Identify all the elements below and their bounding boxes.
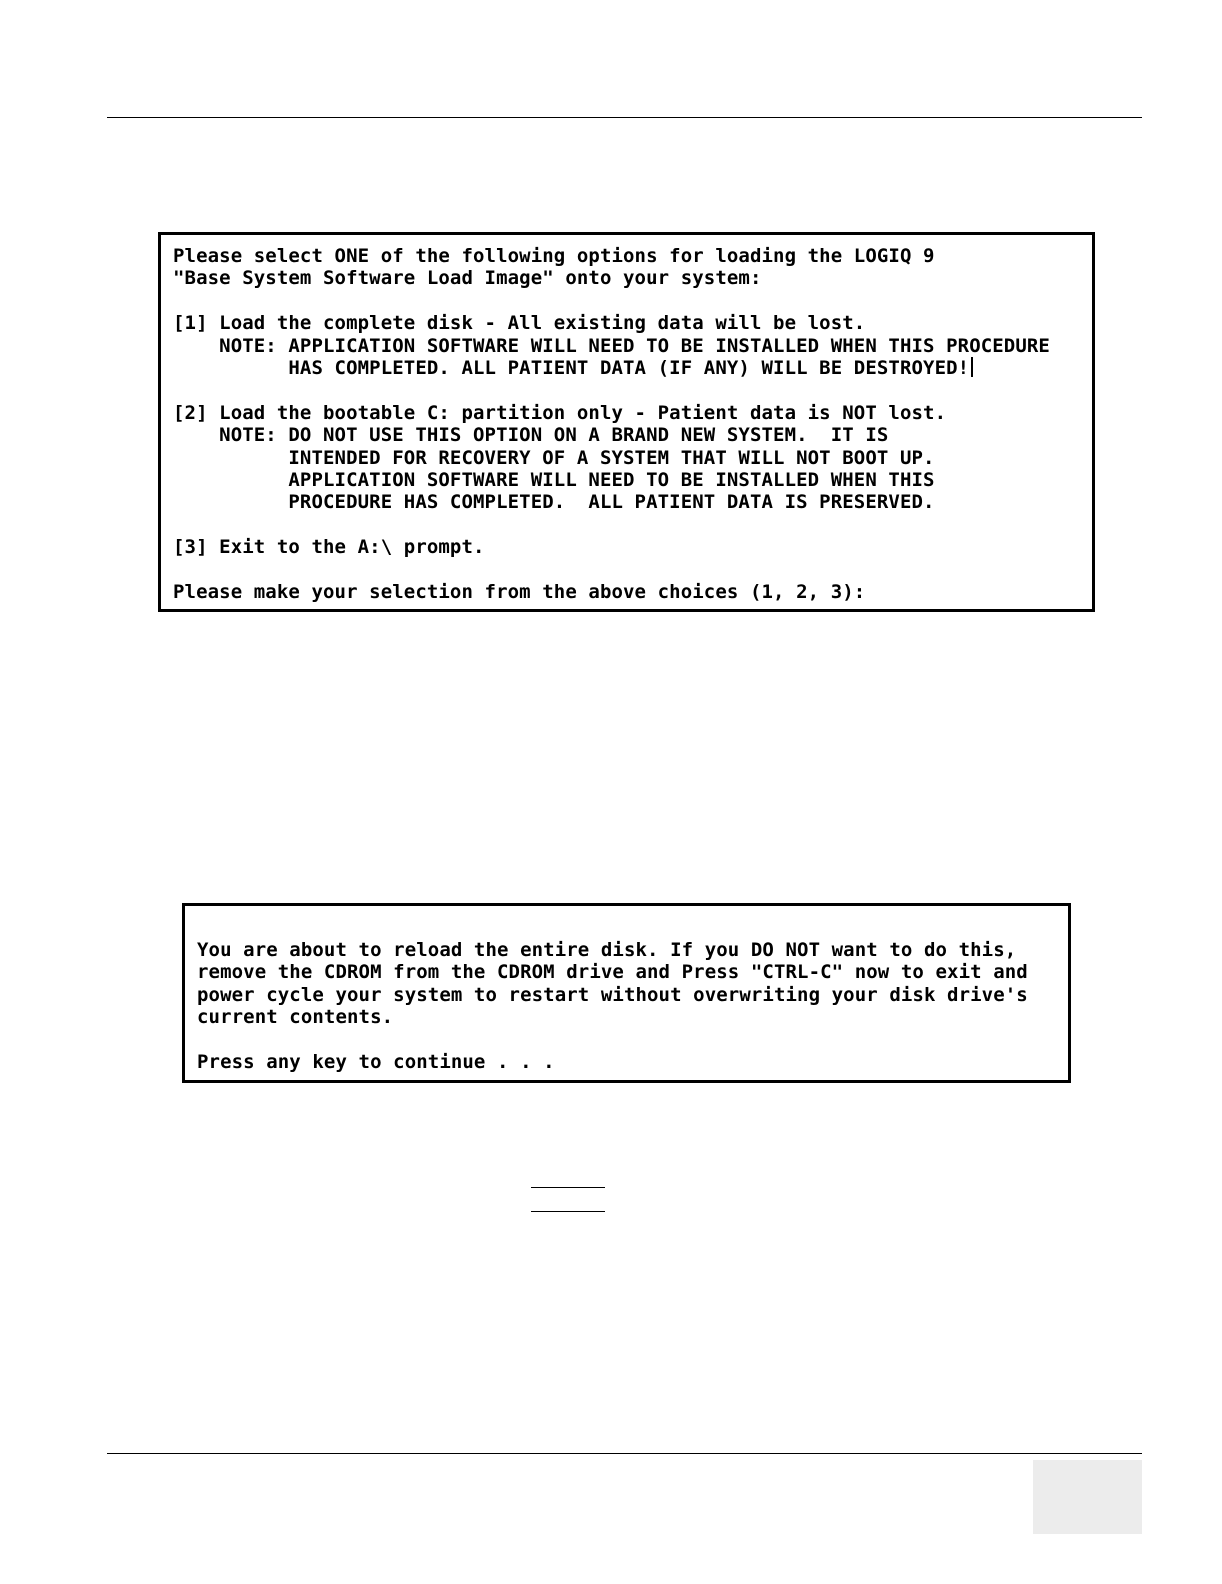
header-rule — [107, 117, 1142, 118]
console-line: NOTE: DO NOT USE THIS OPTION ON A BRAND NEW SYSTEM. IT IS — [173, 424, 889, 447]
console-line — [173, 290, 1092, 312]
console-line: NOTE: APPLICATION SOFTWARE WILL NEED TO BE INSTALLED WHEN THIS PROCEDURE — [173, 334, 1050, 357]
console-line-text: HAS COMPLETED. ALL PATIENT DATA (IF ANY) WILL BE DESTROYED! — [173, 356, 970, 379]
console-line: remove the CDROM from the CDROM drive and Press "CTRL-C" now to exit and — [197, 961, 1028, 984]
text-cursor — [971, 357, 973, 377]
console-line: current contents. — [197, 1006, 394, 1029]
continue-prompt: Press any key to continue . . . — [197, 1050, 555, 1073]
console-line: Please select ONE of the following options for loading the LOGIQ 9 — [173, 245, 935, 267]
console-line: "Base System Software Load Image" onto your system: — [173, 267, 762, 290]
option-3-line: [3] Exit to the A:\ prompt. — [173, 536, 485, 559]
console-line: power cycle your system to restart without overwriting your disk drive's — [197, 983, 1028, 1006]
page-number-tab — [1033, 1460, 1142, 1534]
reload-warning-screen — [182, 903, 1071, 1083]
console-line — [173, 514, 1092, 536]
option-1-line: [1] Load the complete disk - All existing data will be lost. — [173, 312, 866, 335]
console-line — [197, 1029, 1068, 1051]
console-line: APPLICATION SOFTWARE WILL NEED TO BE INSTALLED WHEN THIS — [173, 468, 935, 491]
software-load-menu-screen — [158, 232, 1095, 612]
console-line — [173, 558, 1092, 580]
console-line — [173, 379, 1092, 401]
console-line: You are about to reload the entire disk. If you DO NOT want to do this, — [197, 939, 1017, 961]
underline-blank — [531, 1187, 605, 1188]
console-line: INTENDED FOR RECOVERY OF A SYSTEM THAT WILL NOT BOOT UP. — [173, 446, 935, 469]
console-line: PROCEDURE HAS COMPLETED. ALL PATIENT DATA IS PRESERVED. — [173, 491, 935, 514]
option-2-line: [2] Load the bootable C: partition only - Patient data is NOT lost. — [173, 401, 947, 424]
selection-prompt: Please make your selection from the above choices (1, 2, 3): — [173, 580, 866, 603]
underline-blank — [531, 1211, 605, 1212]
footer-rule — [107, 1453, 1142, 1454]
console-line — [173, 357, 1092, 379]
